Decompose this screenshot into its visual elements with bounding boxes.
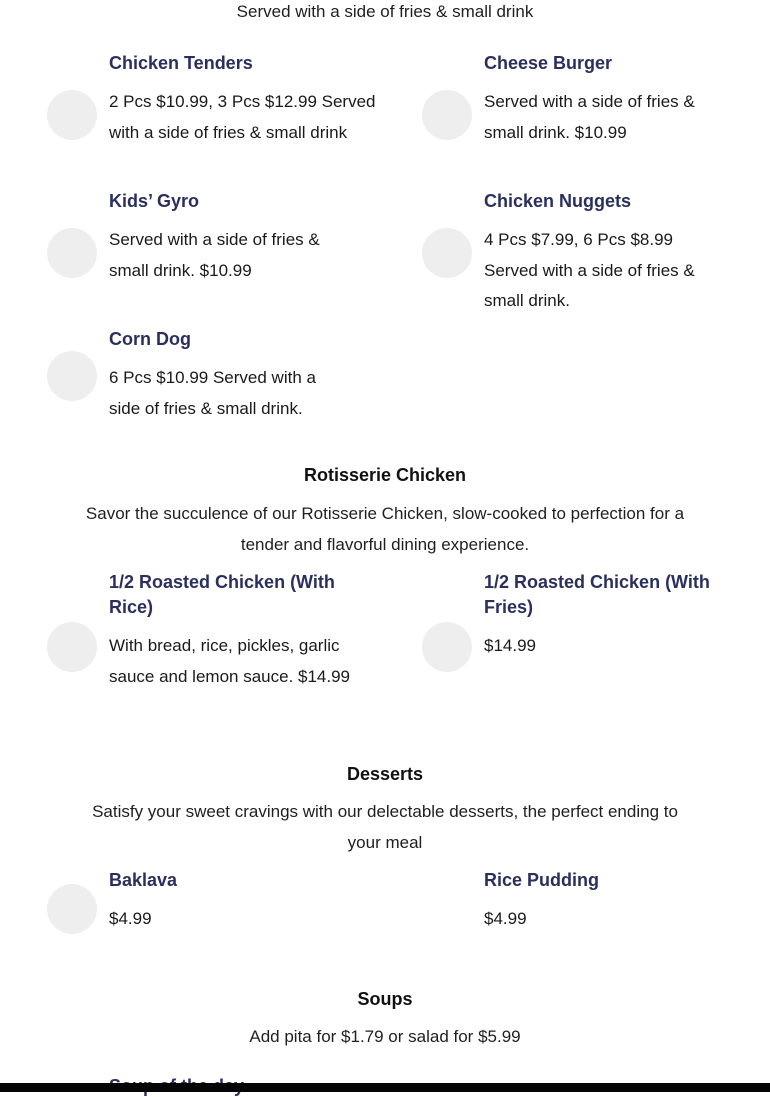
section-title-rotisserie: Rotisserie Chicken [303, 465, 467, 485]
item-name: 1/2 Roasted Chicken (With Fries) [484, 572, 710, 617]
menu-item-chicken-nuggets[interactable] [484, 189, 714, 317]
section-description-soups: Add pita for $1.79 or salad for $5.99 [249, 1027, 521, 1046]
item-name: Baklava [109, 870, 178, 890]
item-image-placeholder [422, 228, 472, 278]
menu-item-cheese-burger[interactable] [484, 51, 714, 148]
item-description: 4 Pcs $7.99, 6 Pcs $8.99 Served with a side of fries & small drink. [484, 230, 695, 310]
section-title-desserts: Desserts [346, 764, 424, 784]
section-description-rotisserie: Savor the succulence of our Rotisserie Chicken, slow-cooked to perfection for a tender and flavorful dining experience. [85, 504, 685, 554]
item-description: Served with a side of fries & small drink. $10.99 [484, 92, 695, 142]
kids-menu-intro: Served with a side of fries & small drink [236, 2, 534, 21]
item-description: $14.99 [484, 636, 536, 655]
item-image-placeholder [47, 90, 97, 140]
menu-item-kids-gyro[interactable] [109, 189, 349, 286]
item-description: 6 Pcs $10.99 Served with a side of fries & small drink. [109, 368, 316, 418]
item-description: 2 Pcs $10.99, 3 Pcs $12.99 Served with a side of fries & small drink [109, 92, 376, 142]
item-name: Rice Pudding [484, 870, 600, 890]
item-name: Chicken Nuggets [484, 191, 632, 211]
menu-item-roasted-chicken-rice[interactable] [109, 570, 354, 692]
item-description: Served with a side of fries & small drink. $10.99 [109, 230, 320, 280]
menu-item-roasted-chicken-fries[interactable] [484, 570, 724, 662]
item-description: With bread, rice, pickles, garlic sauce and lemon sauce. $14.99 [109, 636, 351, 686]
item-image-placeholder [422, 622, 472, 672]
item-name: Cheese Burger [484, 53, 613, 73]
menu-item-baklava[interactable] [109, 868, 349, 935]
item-name: Kids’ Gyro [109, 191, 200, 211]
item-description: $4.99 [109, 909, 152, 928]
section-title-soups: Soups [357, 989, 413, 1009]
item-image-placeholder [47, 622, 97, 672]
bottom-bar [0, 1083, 770, 1092]
item-image-placeholder [47, 884, 97, 934]
menu-item-chicken-tenders[interactable] [109, 51, 409, 148]
item-name: 1/2 Roasted Chicken (With Rice) [109, 572, 335, 617]
menu-item-corn-dog[interactable] [109, 327, 339, 424]
section-description-desserts: Satisfy your sweet cravings with our delectable desserts, the perfect ending to your meal [92, 802, 678, 852]
item-name: Corn Dog [109, 329, 191, 349]
item-description: $4.99 [484, 909, 527, 928]
item-image-placeholder [47, 351, 97, 401]
item-name: Chicken Tenders [109, 53, 253, 73]
menu-item-rice-pudding[interactable] [484, 868, 714, 935]
item-image-placeholder [422, 90, 472, 140]
item-image-placeholder [47, 228, 97, 278]
